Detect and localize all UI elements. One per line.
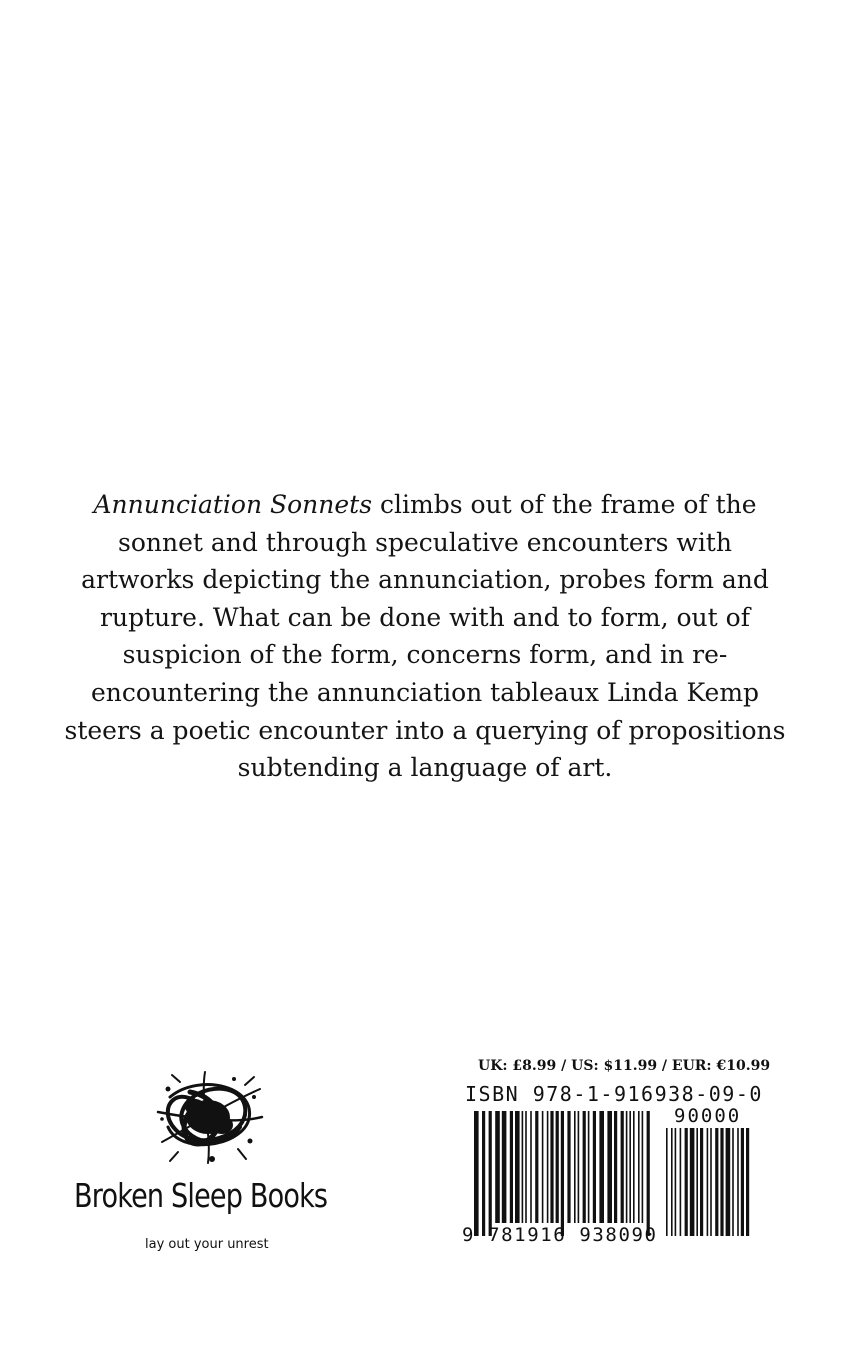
isbn-label: ISBN 978-1-916938-09-0 [465,1082,763,1106]
barcode-addon-digits: 90000 [674,1105,742,1127]
back-cover-blurb [60,486,790,787]
blurb-text: climbs out of the frame of the sonnet and through speculative encounters with artworks depicting the annunciation, probes form and rupture. What can be done with and to form, out of suspicion of the form, concerns form, and in re-encountering the annunciation tableaux Linda Kemp steers a poetic encounter into a querying of propositions subtending a language of art. [64,490,786,783]
ink-scribble-logo-icon [150,1067,270,1167]
book-title: Annunciation Sonnets [93,490,373,519]
price-label: UK: £8.99 / US: $11.99 / EUR: €10.99 [478,1058,771,1074]
publisher-block [60,1062,360,1262]
barcode-icon [460,1058,760,1248]
barcode-digits: 9 781916 938090 [462,1224,658,1246]
publisher-tagline: lay out your unrest [145,1237,269,1252]
barcode-block [460,1058,771,1248]
publisher-name: Broken Sleep Books [74,1176,328,1215]
